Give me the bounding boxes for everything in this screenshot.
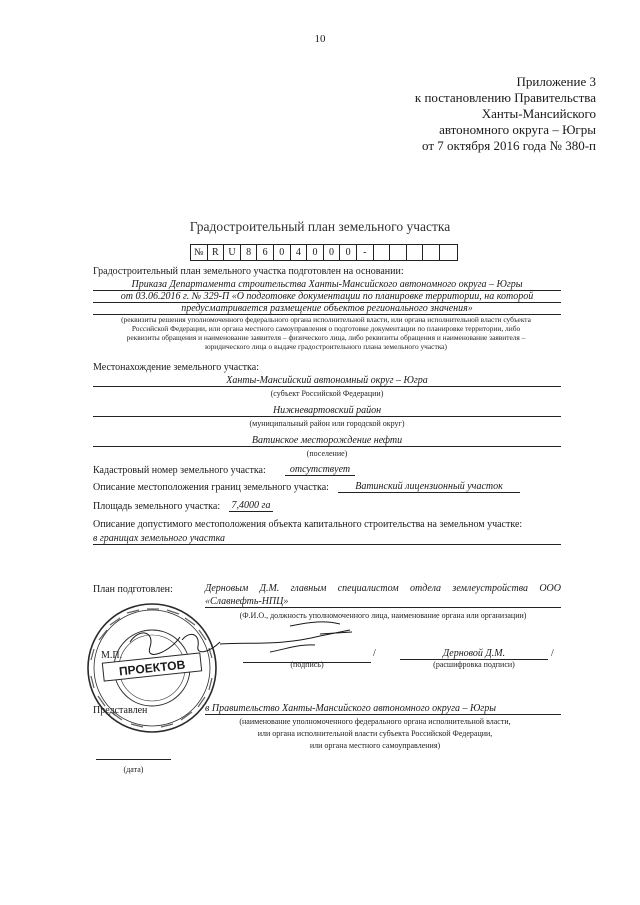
signature-slash: / — [373, 648, 376, 659]
handwritten-signature — [120, 612, 380, 672]
mp-label: М.П. — [101, 650, 123, 661]
area-label: Площадь земельного участка: — [93, 501, 221, 512]
document-title: Градостроительный план земельного участка — [189, 219, 451, 234]
basis-line-3: предусматривается размещение объектов регионального значения» — [93, 303, 561, 315]
presented-caption-3: или органа местного самоуправления) — [309, 741, 441, 750]
reg-cell: № — [191, 245, 208, 260]
boundaries-value: Ватинский лицензионный участок — [338, 481, 520, 493]
decoding-slash: / — [551, 648, 554, 659]
reg-cell: R — [208, 245, 225, 260]
basis-label: Градостроительный план земельного участка подготовлен на основании: — [93, 266, 404, 277]
reg-cell — [407, 245, 424, 260]
subject-caption: (субъект Российской Федерации) — [270, 389, 384, 398]
reg-cell: 4 — [291, 245, 308, 260]
reg-cell: 0 — [274, 245, 291, 260]
page-number: 10 — [314, 33, 326, 45]
decoding-caption: (расшифровка подписи) — [433, 660, 515, 669]
appendix-line-1: Приложение 3 — [516, 74, 596, 89]
appendix-line-3: Ханты-Мансийского — [481, 106, 596, 121]
presented-caption-1: (наименование уполномоченного федерального органа исполнительной власти, — [239, 717, 511, 726]
area-value: 7,4000 га — [229, 500, 273, 512]
settlement-caption: (поселение) — [306, 449, 348, 458]
registration-number-boxes — [190, 244, 458, 261]
cadastral-label: Кадастровый номер земельного участка: — [93, 465, 266, 476]
basis-caption-2: Российской Федерации, или органа местного самоуправления о подготовке документации по планировке территории, либо — [131, 324, 521, 333]
appendix-line-2: к постановлению Правительства — [414, 90, 596, 105]
presented-caption-2: или органа исполнительной власти субъекта Российской Федерации, — [257, 729, 493, 738]
appendix-line-5: от 7 октября 2016 года № 380-п — [422, 138, 596, 153]
reg-cell: U — [224, 245, 241, 260]
reg-cell: - — [357, 245, 374, 260]
cadastral-value: отсутствует — [285, 464, 355, 476]
district-caption: (муниципальный район или городской округ) — [249, 419, 405, 428]
location-district: Нижневартовский район — [93, 405, 561, 417]
presented-label: Представлен — [93, 705, 148, 716]
basis-caption-4: юридического лица о выдаче градостроительного плана земельного участка) — [205, 342, 447, 351]
prepared-line-1: Дерновым Д.М. главным специалистом отдела землеустройства ООО — [205, 583, 561, 594]
reg-cell — [374, 245, 391, 260]
location-subject: Ханты-Мансийский автономный округ – Югра — [93, 375, 561, 387]
boundaries-label: Описание местоположения границ земельного участка: — [93, 482, 329, 493]
prepared-label: План подготовлен: — [93, 584, 173, 595]
date-caption: (дата) — [123, 765, 144, 774]
prepared-caption: (Ф.И.О., должность уполномоченного лица, наименование органа или организации) — [239, 611, 527, 620]
basis-caption-3: реквизиты обращения и наименование заявителя – физического лица, либо реквизиты обращения и наименование заявителя – — [126, 333, 526, 342]
date-line — [96, 758, 171, 760]
reg-cell: 0 — [307, 245, 324, 260]
reg-cell: 0 — [324, 245, 341, 260]
appendix-line-4: автономного округа – Югры — [439, 122, 596, 137]
reg-cell — [423, 245, 440, 260]
presented-value: в Правительство Ханты-Мансийского автономного округа – Югры — [205, 703, 561, 715]
decoding-value: Дерновой Д.М. — [400, 648, 548, 660]
allowed-location-value: в границах земельного участка — [93, 533, 561, 545]
basis-caption-1: (реквизиты решения уполномоченного федерального органа исполнительной власти, или органа исполнительной власти субъекта — [121, 315, 531, 324]
prepared-line-2: «Славнефть-НПЦ» — [205, 596, 561, 608]
reg-cell: 6 — [257, 245, 274, 260]
basis-line-1: Приказа Департамента строительства Ханты-Мансийского автономного округа – Югры — [93, 279, 561, 291]
reg-cell: 8 — [241, 245, 258, 260]
reg-cell: 0 — [340, 245, 357, 260]
location-label: Местонахождение земельного участка: — [93, 362, 259, 373]
signature-caption: (подпись) — [290, 660, 324, 669]
location-settlement: Ватинское месторождение нефти — [93, 435, 561, 447]
stamp-center-text: ПРОЕКТОВ — [118, 657, 186, 679]
reg-cell — [390, 245, 407, 260]
allowed-location-label: Описание допустимого местоположения объекта капитального строительства на земельном участке: — [93, 519, 523, 530]
reg-cell — [440, 245, 457, 260]
basis-line-2: от 03.06.2016 г. № 329-П «О подготовке документации по планировке территории, на которой — [93, 291, 561, 303]
